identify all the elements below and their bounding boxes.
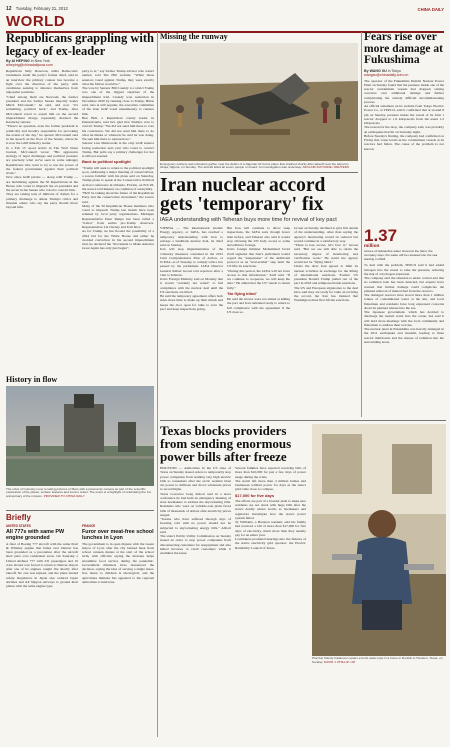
texas-story	[160, 420, 446, 726]
texas-caption-text: Plumber Randy Calamaro repairs a burst water pipe in a home in Dunbar in Houston, Texas, on Sunday.	[312, 656, 443, 664]
page-number: 12	[6, 6, 12, 12]
lead-para: In a Feb 15 op-ed article in The Wall Street Journal, McConnell wrote: "His aggressive strategy of legal challenges and political pressure are precisely what we've seen in some unhappy Republicans who want to try to use the power of the federal government against their political rivals."	[6, 145, 78, 175]
iran-para: Grossi on Sunday declined to give full details of the understanding, other than saying the agency's monitoring would be reduced but would continue in a satisfactory way.	[294, 226, 358, 243]
texas-photo-credit: DAVID J. PHILLIP / AP	[324, 659, 356, 664]
lead-subhead: Back to political spotlight	[82, 159, 131, 165]
fukushima-para: The damaged reactors have stored more than 1 million tonnes of contaminated water at the site, and local fishermen and residents have long expressed concerns about its planned release into the sea.	[364, 293, 444, 310]
history-photo-caption	[6, 488, 154, 499]
lead-col-2	[82, 69, 154, 384]
iran-para: VIENNA — The International Atomic Energy Agency, or IAEA, has reached a temporary understanding with Iran to salvage a landmark nuclear deal, its chief said on Sunday.	[160, 226, 223, 248]
fukushima-para: The reason for the drop, the company said, was probably an earthquake that hit on Saturday night.	[364, 125, 444, 134]
history-photo-block	[6, 375, 154, 499]
texas-para: Ty Williams, a Houston resident, said his family had received a bill of more than $17,000 for five days of electricity, much more than they usually pay for an entire year.	[235, 520, 306, 537]
lead-byline	[6, 59, 154, 67]
center-photo-block	[160, 32, 358, 170]
lead-para: Ben Ball, a Republican county leader in Pennsylvania, said he's glad that Trump's vote to convict Trump: "We did not send him there to vote his conscience. We did not send him there to do what he thinks or whatever he said he was doing. We sent him there to represent us."	[82, 115, 154, 141]
texas-para: HOUSTON — Authorities in the US state of Texas on Sunday issued orders to temporarily stop power companies from sending very high electric bills to consumers after the arctic weather blast cut power to millions and drove wholesale prices to record highs.	[160, 466, 231, 492]
fukushima-para: An official statement on its website from Tokyo Electric Power Co, or TEPCO, said it confirmed that at around 8 pm on Sunday, pressure inside the vessel of its Unit 1 reactor dropped to 1.6 kilopascals from the usual 1.2 kilopascals.	[364, 104, 444, 125]
iran-para: The US and European signatories to the deal have said they are ready for talks on reviving the accord, but Iran has insisted that Washington must first lift the sanctions.	[294, 285, 358, 303]
iran-subhead: 'No flying blind'	[227, 290, 257, 296]
texas-para: The storm left more than 4 million homes and businesses without power for days as the state's grid came close to collapse.	[235, 478, 306, 492]
fukushima-story	[364, 32, 444, 428]
lead-headline[interactable]: Republicans grappling with legacy of ex-leader	[6, 31, 154, 58]
fukushima-para: The operator of the Fukushima Daiichi Nuclear Power Plant on Sunday found that the pressure inside one of the reactor containment vessels had dropped, raising concerns over additional damage and further complicating the already difficult decommissioning process.	[364, 78, 444, 104]
iran-para: Iran's foreign minister Mohammad Javad Zarif signaled that Iran's parliament would regard the "suspension" of the additional protocol as an "irreversible" step until the US lifts its sanctions.	[227, 247, 290, 269]
iran-headline[interactable]: Iran nuclear accord gets 'temporary' fix	[160, 174, 326, 215]
texas-subhead: $17,000 for five days	[235, 492, 275, 498]
fukushima-col	[364, 79, 444, 225]
lead-para: Senator Lisa Murkowski is the only GOP senator facing reelection next year who voted to convict Trump. But polls say a primary challenger for her is still not assured.	[82, 141, 154, 158]
fukushima-byline-email[interactable]: wangxu@chinadaily.com.cn	[364, 72, 409, 77]
section-title: WORLD	[6, 13, 66, 30]
texas-photo-caption	[312, 657, 446, 665]
history-photo-credit: PROVIDED TO CHINA DAILY	[43, 494, 85, 499]
lead-para: "Chief among them are Newsom, the former president and the former Senate majority leader Mitch McConnell," he said, and now "it's something, political back," and Trump, after McConnell voted to acquit him on the second impeachment charge, repeatedly attacked the Kentucky senator.	[6, 94, 78, 124]
masthead-bar	[6, 4, 444, 14]
briefly-title: Briefly	[6, 512, 31, 522]
brief-item	[6, 524, 78, 710]
lead-byline-name: By AI HEPING	[6, 59, 30, 63]
briefly-block	[6, 510, 154, 710]
history-photo-title: History in flow	[6, 375, 58, 384]
iran-deck: IAEA understanding with Teheran buys more time for revival of key pact	[160, 216, 337, 223]
lead-para: Many of the 50 Republican House members who voted to impeach Trump last month have been rebuked by local party organizations. Michigan Representative Peter Meijer has been called a "traitor" from earlier pro-Trump observers. Representative Liz Cheney and Tom Rice.	[82, 203, 154, 229]
texas-photo-block	[312, 424, 446, 727]
lead-para: As for Trump, he has floated the possibility of a 2024 bid for the White House and either he avoided conviction in his second impeachment trial, he declared the "movement to Make America Great Again has only just begun".	[82, 229, 154, 251]
lead-byline-email[interactable]: aiheping@chinadailyusa.com	[6, 63, 53, 67]
brief-location: UNITED STATES	[6, 523, 31, 528]
brief-item	[82, 524, 154, 710]
texas-para: The efforts are part of a broader push to make sure residents are not stuck with huge bills after the state's deadly winter storm, as lawmakers and regulators investigate how the state's power system failed.	[235, 498, 306, 520]
texas-para: "Texans who have suffered through days of freezing cold with no power should not be subjected to skyrocketing energy bills," Abbott said.	[160, 517, 231, 534]
center-photo-title: Missing the runway	[160, 32, 228, 41]
texas-para: Texas Governor Greg Abbott said in a news conference he had held an emergency meeting of state lawmakers to address the skyrocketing bills. Residents who were on variable-rate plans faced bills of thousands of dollars after electricity prices surged.	[160, 491, 231, 517]
texas-headline[interactable]: Texas blocks providers from sending enormous power bills after freeze	[160, 422, 292, 464]
column-separator	[157, 32, 158, 737]
iran-story	[160, 172, 358, 398]
iran-para: He said the moves were not aimed at killing the pact and Iran remained ready to return to full compliance with the agreement if the US does so.	[227, 297, 290, 314]
center-photo-image	[160, 43, 358, 161]
texas-para: The state's Public Utility Commission on Sunday issued an order to stop power companies from disconnecting customers for nonpayment and also halted invoices to retail customers while it examines the issue.	[160, 534, 231, 556]
lead-para: "He'll be talking about the future of the Republican Party and the conservative movement," the source said.	[82, 191, 154, 204]
fukushima-para: To deal with the problem, TEPCO said it had added nitrogen into the vessel to raise the pressure, reducing the risk of a hydrogen explosion.	[364, 263, 444, 276]
iran-col-2	[227, 226, 290, 398]
history-caption-text: The robot of Curiosity rover is taking pictures of Mars with a panoramic camera as part of the scientific exploration of the planet, surface features and Jezero crater. The event is a highlight of celebrating the 1st anniversary of the mission.	[6, 486, 151, 499]
fukushima-para: The Japanese government, which has decided to discharge the treated water into the ocean, has said it will hold more meetings with the local community and fishermen to address their worries.	[364, 310, 444, 327]
brief-location: FRANCE	[82, 523, 96, 528]
texas-text-block	[160, 424, 306, 727]
paper-name: CHINA DAILY	[417, 6, 444, 12]
fukushima-bignum: 1.37	[364, 225, 398, 245]
column-separator	[361, 32, 362, 417]
lead-para: Republican Sally Donovan, while Democratic lawmakers assail the party's former chief, said in an interview the primary contest has become a fight over the direction of the party, with candidates seeking to distance themselves from unpopular positions.	[6, 69, 78, 95]
lead-col-1	[6, 69, 78, 384]
fukushima-col-more	[364, 263, 444, 428]
history-photo-image	[6, 386, 154, 486]
center-photo[interactable]	[160, 43, 358, 161]
texas-col-1	[160, 466, 231, 726]
issue-date: Tuesday, February 21, 2012	[15, 6, 68, 11]
fukushima-para: Before Sunday's finding, the company had confirmed on Friday that water levels in the containment vessels at its reactors had fallen. The cause of the problem is not known.	[364, 133, 444, 151]
iran-para: Iran's Foreign Ministry said on Monday that it would "certainly not return" to full compliance with the nuclear deal until the US sanctions are lifted.	[160, 277, 223, 294]
fukushima-byline	[364, 69, 444, 77]
fukushima-byline-loc: in Tokyo	[387, 68, 401, 73]
iran-para: But Iran will continue to allow snap inspections, the IAEA said, though fewer than before, and Teheran also said it would stop allowing the UN body access to some surveillance footage.	[227, 226, 290, 248]
iran-para: "During this period, the IAEA will not have access to this information," Zarif said. "If we continue to cooperate, we will keep the data." He added that the US "needs to return fully."	[227, 268, 290, 290]
iran-para: Iran will stop implementation of the voluntary measures contained in the 2015 Joint Comprehensive Plan of Action, or JCPOA, as of Tuesday, to comply with a law passed by the parliament, IAEA Director General Rafael Grossi told reporters after a visit to Teheran.	[160, 247, 223, 277]
fukushima-bignum-desc: tonnes of radioactive water stored at the plant, the company says; the water will be released into the sea starting in 2023.	[364, 249, 438, 261]
fukushima-byline-name: By WANG XU	[364, 68, 387, 73]
lead-para: Now since GOP parties — along with Trump — are mobilizing against the 50 Republicans in the House who voted to impeach the ex-president and the seven in the Senate who voted to convict him.	[6, 175, 78, 192]
fukushima-stat	[364, 227, 444, 262]
center-photo-caption	[160, 163, 358, 171]
fukushima-para: The nuclear plant in Fukushima was heavily damaged in the 2011 earthquake and tsunami, leading to three reactor meltdowns and the release of radiation into the surrounding areas.	[364, 327, 444, 344]
iran-col-3	[294, 226, 358, 398]
texas-para: Several families have reported receiving bills of more than $10,000 for just a few days of power usage during the crisis.	[235, 466, 306, 479]
lead-para: The vote by Senator Bill Cassidy to convict Trump was one of the biggest surprises of the impeachment trial. Cassidy won reelection in November 2020 by running close to Trump, Hulse said, who is still popular, the executive committee of the state GOP voted unanimously to censure him.	[82, 86, 154, 116]
lead-para: "There's no question, even the former president is politically and morally responsible for provoking the events of the day," he quoted. McConnell said in his speech on the floor of the Senate, where he is now the GOP minority leader.	[6, 124, 78, 146]
iran-col-1	[160, 226, 223, 398]
brief-headline[interactable]: Furor over meat-free school lunches in Lyon	[82, 528, 154, 541]
iran-para: He said the temporary agreement offers both sides more time to make up their minds and keeps the door open for talks to save the pact and keep inspections going.	[160, 294, 223, 311]
brief-text: A fleet of Boeing 777 aircraft with the same Pratt & Whitney engine that failed over Denver has been grounded as a precaution after the aircraft shed parts over residential areas. On Saturday a United Airlines 777 with 231 passengers and 10 crew aboard was forced to return to Denver airport after one of its engines caught fire shortly after takeoff. No one was injured, and the plane landed safely. Regulators in Japan also ordered Japan Airlines and All Nippon Airways to ground their planes with the same engine type.	[6, 541, 78, 589]
center-photo-credit: AFOLABI SOTUNDE / REUTERS	[302, 165, 350, 170]
texas-col-2	[235, 466, 306, 726]
center-caption-text: Emergency workers and onlookers gather near the debris of a Nigerian Air Force plane that crashed shortly after takeoff near the airport in Abuja, Nigeria, on Sunday. The aircraft killed all seven people on board. An investigation was underway.	[160, 161, 349, 170]
texas-photo[interactable]	[312, 424, 446, 656]
fukushima-para: The company said the situation is under control and that no radiation leak has been detected, but experts have warned that further damage could complicate the planned removal of melted fuel from the reactors.	[364, 276, 444, 293]
texas-photo-image	[312, 424, 446, 656]
lead-para: party is at," say former Trump advisor who wasn't named, told The Hill website. "When those senators voted against Trump, they were exactly what the fallout would be."	[82, 69, 154, 86]
lead-para: "Trump will seek to return to the political spotlight soon, addressing a major meeting of conservatives, a source familiar with his plans said on Saturday. Trump plans to speak at the Conservative Political Action Conference in Orlando, Florida, on Feb 28, the source told Reuters on condition of anonymity.	[82, 165, 154, 191]
brief-text: The government is in open dispute with the Green mayor of Lyon after the city banned meat from school canteen menus at the start of the school term, with officials saying the measure helps streamline food service during the pandemic. Government ministers have denounced the decision, saying the idea of serving a single meat-free menu to children is ideological, and the agriculture minister has appealed to the regional authorities to intervene.	[82, 541, 154, 584]
fukushima-headline[interactable]: Fears rise over more damage at Fukushima	[364, 31, 443, 66]
iran-para: Under the deal, Iran agreed to limit its nuclear activities in exchange for the lifting of international sanctions. Former US president Donald Trump pulled out of the pact in 2018 and reimposed harsh sanctions.	[294, 264, 358, 286]
lead-byline-loc: in New York	[30, 59, 50, 63]
fukushima-bignum-unit: million	[364, 243, 380, 249]
history-photo[interactable]	[6, 386, 154, 486]
brief-headline[interactable]: All 777s with same PW engine grounded	[6, 528, 65, 541]
lead-para: They are raising tens of millions of dollars for a primary challenge to defeat Trump's critics and threaten others who say the party should move beyond him.	[6, 192, 78, 209]
lead-story	[6, 32, 154, 384]
texas-para: Lawmakers promised hearings into the failures of the state's electricity grid operator, the Electric Reliability Council of Texas.	[235, 537, 306, 550]
iran-para: "There is less access, let's face it," Grossi said. "But we are still able to retain the necessary degree of monitoring and verification work." He noted the agency would not be "flying blind."	[294, 243, 358, 265]
